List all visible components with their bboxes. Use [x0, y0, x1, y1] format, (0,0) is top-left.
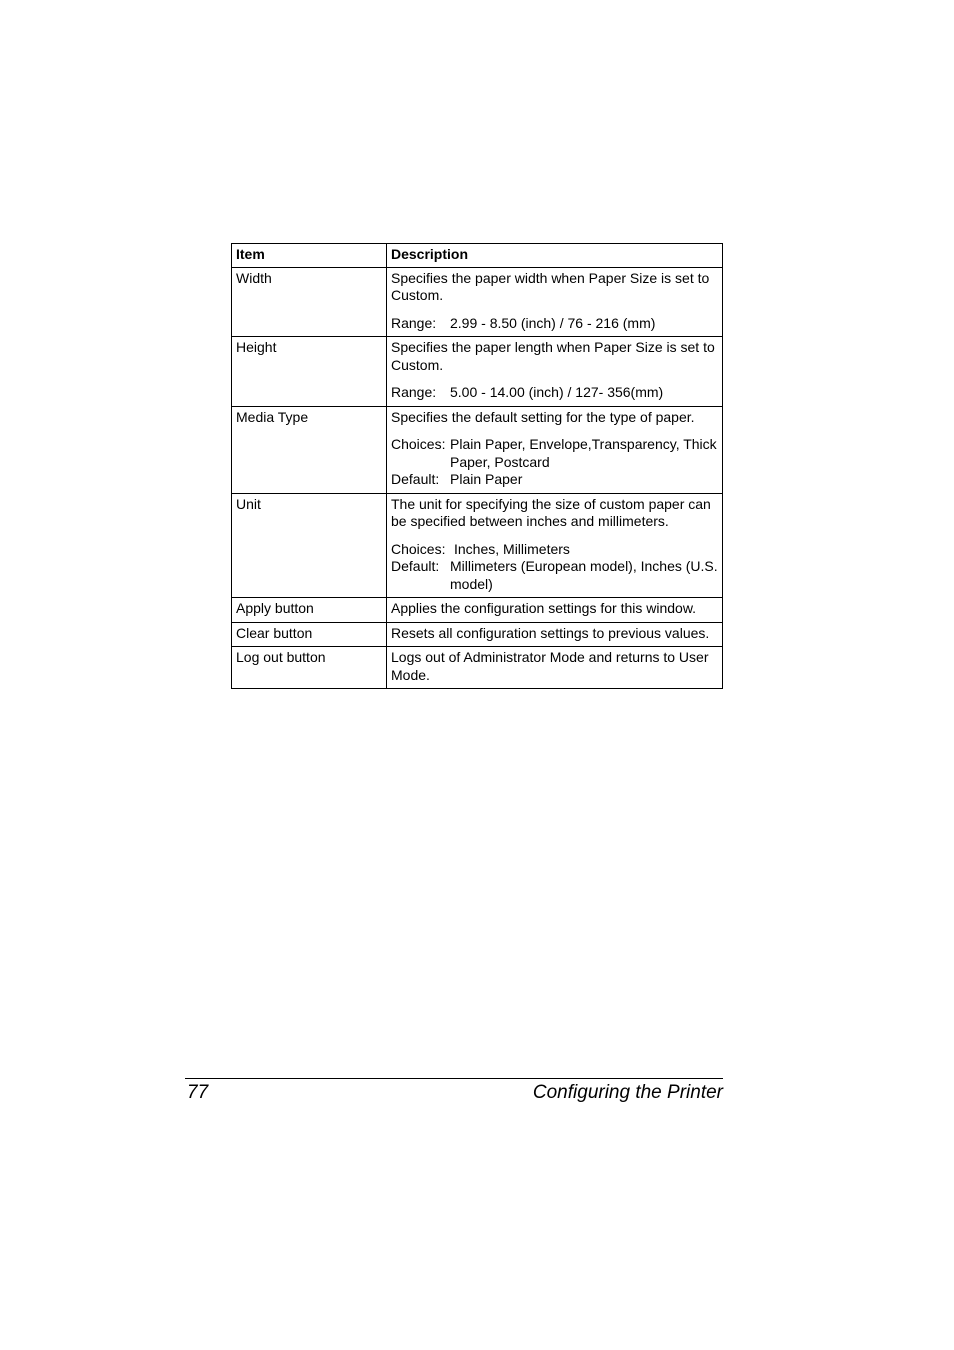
choices-line: [391, 436, 719, 471]
range-line: [391, 384, 719, 402]
choices-value: Plain Paper, Envelope,Transparency, Thick Paper, Postcard: [450, 436, 717, 470]
table-row: [232, 598, 723, 623]
item-cell: Clear button: [232, 622, 387, 647]
description-text: Specifies the default setting for the type of paper.: [391, 408, 695, 425]
range-label: Range:: [391, 384, 437, 400]
item-cell: Height: [232, 337, 387, 407]
range-value: 2.99 - 8.50 (inch) / 76 - 216 (mm): [450, 314, 656, 331]
description-cell: [387, 406, 723, 493]
column-header-item: Item: [232, 244, 387, 268]
description-text: The unit for specifying the size of custom paper can be specified between inches and millimeters.: [391, 495, 711, 529]
description-cell: [387, 267, 723, 337]
default-line: [391, 558, 719, 593]
item-cell: Log out button: [232, 647, 387, 689]
description-text: Specifies the paper width when Paper Size is set to Custom.: [391, 269, 710, 303]
table-row: [232, 337, 723, 407]
settings-table: [231, 243, 723, 689]
choices-line: [391, 541, 719, 559]
table-row: [232, 647, 723, 689]
description-text: Specifies the paper length when Paper Size is set to Custom.: [391, 339, 715, 373]
choices-value: Inches, Millimeters: [454, 540, 570, 557]
description-cell: [387, 493, 723, 598]
range-label: Range:: [391, 314, 437, 331]
choices-label: Choices:: [391, 436, 446, 452]
range-value: 5.00 - 14.00 (inch) / 127- 356(mm): [450, 384, 664, 400]
description-cell: Resets all configuration settings to previous values.: [387, 622, 723, 647]
range-line: [391, 315, 719, 333]
default-label: Default:: [391, 471, 440, 487]
item-cell: Media Type: [232, 406, 387, 493]
default-value: Plain Paper: [450, 471, 523, 487]
table-row: [232, 622, 723, 647]
item-cell: Unit: [232, 493, 387, 598]
page-number: 77: [187, 1082, 209, 1103]
default-value: Millimeters (European model), Inches (U.S. model): [450, 558, 718, 592]
column-header-description: Description: [387, 244, 723, 268]
table-row: [232, 267, 723, 337]
table-header-row: [232, 244, 723, 268]
default-line: [391, 471, 719, 489]
description-cell: [387, 337, 723, 407]
item-cell: Width: [232, 267, 387, 337]
footer-divider: [185, 1078, 723, 1079]
default-label: Default:: [391, 558, 440, 574]
section-title: Configuring the Printer: [532, 1082, 723, 1103]
item-cell: Apply button: [232, 598, 387, 623]
choices-label: Choices:: [391, 540, 446, 557]
description-cell: Logs out of Administrator Mode and returns to User Mode.: [387, 647, 723, 689]
table-row: [232, 406, 723, 493]
description-cell: Applies the configuration settings for this window.: [387, 598, 723, 623]
table-row: [232, 493, 723, 598]
